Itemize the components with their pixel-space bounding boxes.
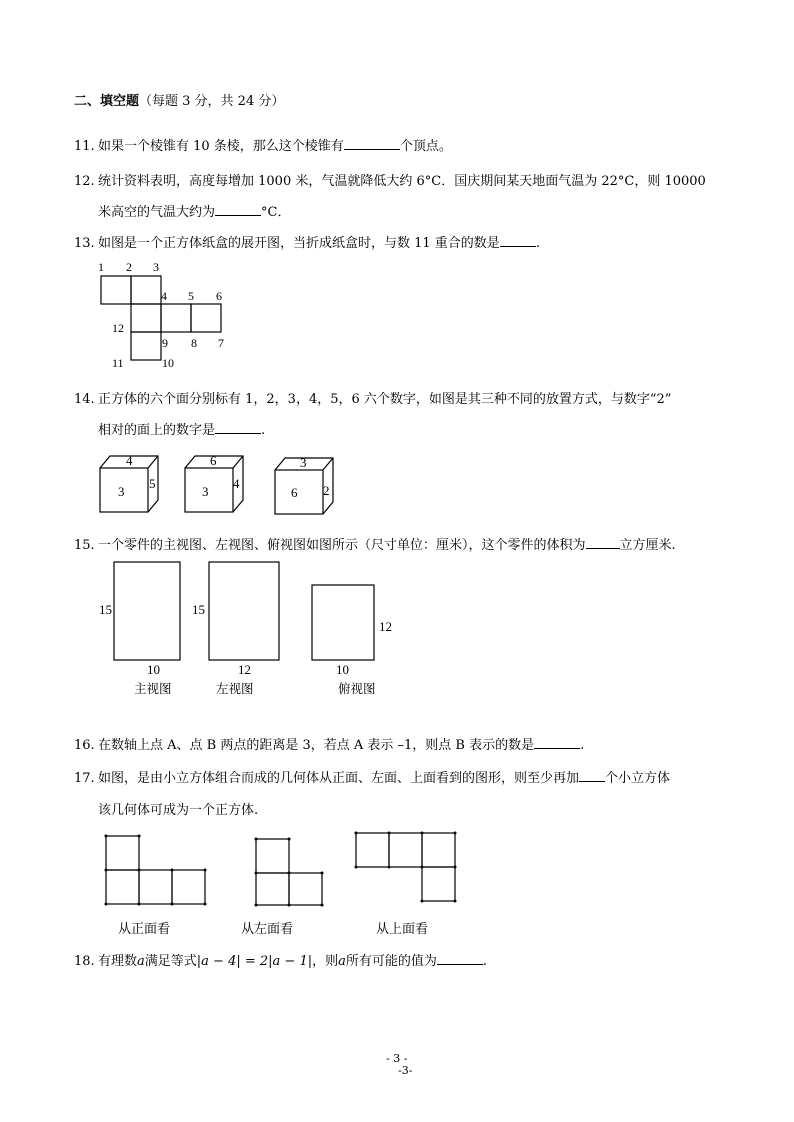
cube-front-number: 3 <box>118 484 125 499</box>
question-text-end: °C． <box>261 205 291 220</box>
question-number: 16. <box>74 738 95 753</box>
view-caption: 从上面看 <box>376 921 429 936</box>
cube-top-number: 3 <box>300 455 307 470</box>
answer-blank[interactable] <box>437 952 483 965</box>
page-number: - 3 - <box>386 1052 408 1065</box>
cube-top-number: 6 <box>210 453 217 468</box>
question-text: 在数轴上点 A、点 B 两点的距离是 3，若点 A 表示 –1，则点 B 表示的数是 <box>98 738 535 753</box>
question-text-end: 立方厘米. <box>619 538 676 553</box>
question-number: 18. <box>74 954 95 969</box>
question-text: 如果一个棱锥有 10 条棱，那么这个棱锥有 <box>98 139 344 154</box>
front-view-rect <box>114 562 180 660</box>
page-number-duplicate: -3- <box>398 1064 413 1077</box>
answer-blank[interactable] <box>215 203 261 216</box>
cube-front-number: 3 <box>202 484 209 499</box>
top-view-grid <box>356 833 455 901</box>
cube-front-number: 6 <box>291 485 298 500</box>
view-caption: 从左面看 <box>241 921 294 936</box>
three-directions-figure <box>92 828 472 940</box>
section-note: （每题 3 分，共 24 分） <box>139 94 285 109</box>
section-heading <box>74 90 284 109</box>
question-18 <box>74 950 487 969</box>
answer-blank[interactable] <box>586 536 620 549</box>
answer-blank[interactable] <box>579 769 605 782</box>
question-text: 正方体的六个面分别标有 1，2，3，4，5，6 六个数字，如图是其三种不同的放置方式，与数字“2” <box>98 392 672 407</box>
view-caption: 俯视图 <box>338 682 376 696</box>
question-text: 该几何体可成为一个正方体. <box>98 803 259 818</box>
question-12-line2 <box>98 201 290 220</box>
question-17 <box>74 767 670 786</box>
net-square <box>131 304 161 332</box>
cube-side-number: 4 <box>233 476 240 491</box>
question-number: 15. <box>74 538 95 553</box>
question-17-line2 <box>98 799 258 818</box>
net-square <box>101 276 131 304</box>
question-text: 统计资料表明，高度每增加 1000 米，气温就降低大约 6°C．国庆期间某天地面气温为 22°C，则 10000 <box>98 174 706 189</box>
question-text: 如图是一个正方体纸盒的展开图，当折成纸盒时，与数 11 重合的数是 <box>98 236 500 251</box>
question-text-end: . <box>580 738 585 753</box>
equation: |a − 4| = 2|a − 1| <box>196 954 313 969</box>
three-views-figure <box>92 556 412 701</box>
question-11 <box>74 135 452 154</box>
answer-blank[interactable] <box>534 736 580 749</box>
question-text-end: 个顶点。 <box>399 139 452 154</box>
answer-blank[interactable] <box>344 137 400 150</box>
question-text: 有理数 <box>98 954 138 969</box>
net-label: 7 <box>218 336 224 350</box>
view-caption: 主视图 <box>134 682 172 696</box>
view-caption: 从正面看 <box>118 921 171 936</box>
net-square <box>131 332 161 360</box>
question-text: 所有可能的值为 <box>345 954 437 969</box>
question-text-end: . <box>261 423 266 438</box>
net-label: 9 <box>162 336 168 350</box>
variable-a: a <box>137 954 145 969</box>
net-label: 10 <box>162 356 174 370</box>
question-number: 17. <box>74 771 95 786</box>
net-label: 1 <box>98 260 104 274</box>
net-square <box>161 304 191 332</box>
left-view-height: 15 <box>192 602 205 617</box>
top-view-rect <box>312 585 374 660</box>
answer-blank[interactable] <box>215 421 261 434</box>
question-14 <box>74 388 671 407</box>
question-text-end: . <box>535 236 540 251</box>
question-text-cont: 个小立方体 <box>605 771 671 786</box>
net-square <box>191 304 221 332</box>
top-view-height: 12 <box>379 619 392 634</box>
answer-blank[interactable] <box>500 234 536 247</box>
question-16 <box>74 734 584 753</box>
question-number: 14. <box>74 392 95 407</box>
front-view-width: 10 <box>147 662 160 677</box>
question-text: ，则 <box>312 954 339 969</box>
cube-side-number: 2 <box>323 483 330 498</box>
question-number: 11. <box>74 139 95 154</box>
variable-a: a <box>338 954 346 969</box>
question-text-end: . <box>482 954 488 969</box>
cubes-figure <box>90 448 350 518</box>
question-text: 如图，是由小立方体组合而成的几何体从正面、左面、上面看到的图形，则至少再加 <box>98 771 580 786</box>
net-label: 11 <box>112 356 124 370</box>
cube-side-number: 5 <box>149 476 156 491</box>
front-view-grid <box>106 836 205 904</box>
question-text: 一个零件的主视图、左视图、俯视图如图所示（尺寸单位：厘米），这个零件的体积为 <box>98 538 586 553</box>
grid-vertex-dots <box>105 832 457 907</box>
section-title: 二、填空题 <box>74 94 140 109</box>
question-13 <box>74 232 540 251</box>
question-text: 满足等式 <box>144 954 197 969</box>
left-view-rect <box>209 562 279 660</box>
cube-net-figure <box>92 257 242 372</box>
net-label: 8 <box>191 336 197 350</box>
cube-top-number: 4 <box>126 453 133 468</box>
question-number: 12. <box>74 174 95 189</box>
net-label: 3 <box>153 260 159 274</box>
top-view-width: 10 <box>336 662 349 677</box>
view-caption: 左视图 <box>216 682 254 696</box>
question-text: 相对的面上的数字是 <box>98 423 216 438</box>
question-14-line2 <box>98 419 265 438</box>
net-label: 2 <box>126 260 132 274</box>
question-text: 米高空的气温大约为 <box>98 205 216 220</box>
left-view-width: 12 <box>238 662 251 677</box>
question-15 <box>74 534 676 553</box>
net-label: 6 <box>216 289 222 303</box>
question-12 <box>74 170 706 189</box>
net-square <box>131 276 161 304</box>
net-label: 5 <box>188 289 194 303</box>
question-number: 13. <box>74 236 95 251</box>
front-view-height: 15 <box>99 602 112 617</box>
net-label: 4 <box>161 289 167 303</box>
net-label: 12 <box>112 321 124 335</box>
